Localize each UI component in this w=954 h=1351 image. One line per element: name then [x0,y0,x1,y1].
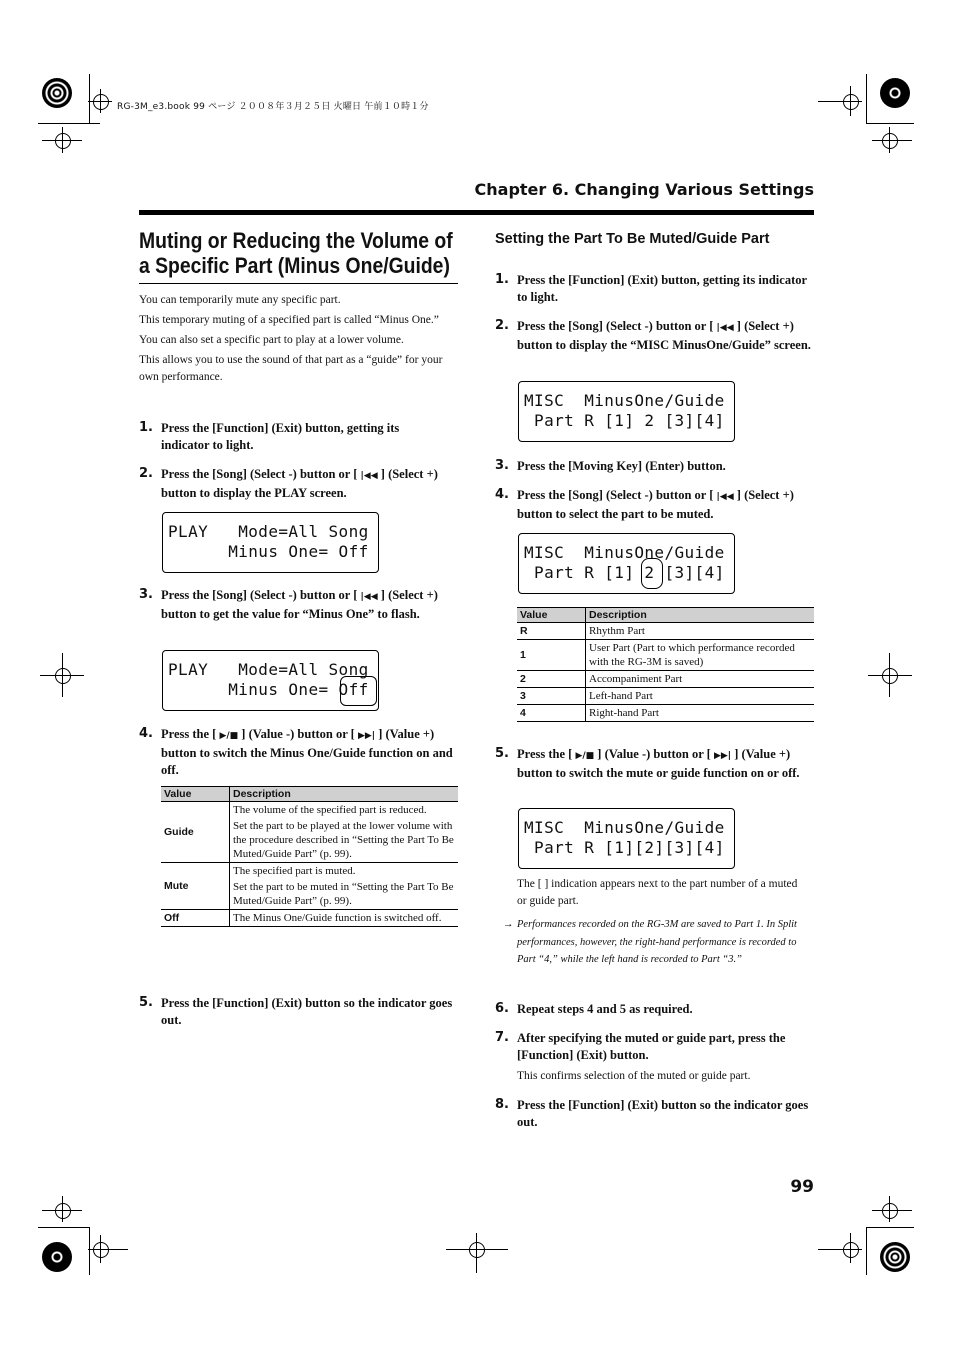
highlight-circle [641,558,663,589]
table-header: Value [161,787,230,802]
description-text: Set the part to be played at the lower volume with the procedure described in “Setting the Part To Be Muted/Guide Part” (p. 99). [233,820,454,860]
table-row [517,688,814,705]
table-cell-description [230,863,459,910]
left-step-3 [139,587,458,623]
step-text: Press the [Song] (Select -) button or [ [161,588,358,602]
table-cell-description [230,802,459,863]
lcd-line-1: PLAY Mode=All Song [168,522,369,541]
lcd-line-2: Part R [1][2][3][4] [524,838,725,857]
table-cell-description: Rhythm Part [586,623,815,640]
left-step-4 [139,726,458,779]
step-text: Press the [Function] (Exit) button so the indicator goes out. [161,996,453,1027]
intro-paragraph: This temporary muting of a specified part is called “Minus One.” [139,314,439,326]
table-cell-value: 2 [517,671,586,688]
highlight-circle [340,676,377,706]
skip-back-icon: |◀◀ [716,492,734,502]
lcd-line-2: Minus One= Off [168,542,369,561]
step-text: Press the [ [161,727,217,741]
step-text: ] (Select +) button to select the part to be muted. [517,488,794,521]
step-text: Press the [Function] (Exit) button, getting its indicator to light. [517,273,807,304]
lcd-misc-muted [518,808,735,869]
play-stop-icon: ▶/■ [219,731,239,741]
step-number: 7. [495,1030,509,1045]
description-text: The volume of the specified part is reduced. [233,804,427,816]
left-step-1 [139,420,446,454]
italic-note [503,916,812,969]
left-step-5 [139,995,458,1029]
intro-paragraph: This allows you to use the sound of that part as a “guide” for your own performance. [139,354,443,383]
step-number: 8. [495,1097,509,1112]
step-number: 2. [495,318,509,333]
lcd-misc-part-select [518,533,735,594]
step-subtext: This confirms selection of the muted or guide part. [517,1070,751,1082]
lcd-misc-screen [518,381,735,442]
right-step-5 [495,746,814,782]
step-text: Press the [Song] (Select -) button or [ [517,319,714,333]
right-step-3 [495,458,814,475]
table-row [517,623,814,640]
step-text: Press the [Moving Key] (Enter) button. [517,459,726,473]
lcd-play-minus-one-flash [162,650,379,711]
fast-forward-icon: ▶▶| [357,731,376,741]
step-text: Press the [ [517,747,573,761]
step-text: ] (Select +) button to display the PLAY screen. [161,467,438,500]
table-cell-description: Left-hand Part [586,688,815,705]
page-number: 99 [790,1177,814,1197]
table-header: Value [517,608,586,623]
step-number: 6. [495,1001,509,1016]
lcd-line-1: MISC MinusOne/Guide [524,543,725,562]
step-number: 5. [495,746,509,761]
minus-one-value-table [161,786,458,927]
table-cell-description: Accompaniment Part [586,671,815,688]
table-cell-value: 4 [517,705,586,722]
play-stop-icon: ▶/■ [575,751,595,761]
table-row [517,640,814,671]
table-row [517,671,814,688]
chapter-title: Chapter 6. Changing Various Settings [474,180,814,199]
fast-forward-icon: ▶▶| [713,751,732,761]
intro-paragraph: You can also set a specific part to play at a lower volume. [139,334,404,346]
description-text: The specified part is muted. [233,865,356,877]
part-value-table [517,607,814,722]
step-number: 1. [139,420,153,435]
skip-back-icon: |◀◀ [360,471,378,481]
note-text: Performances recorded on the RG-3M are saved to Part 1. In Split performances, however, the right-hand performance is recorded to Part “4,” while the left hand is recorded to Part “3.” [517,919,797,965]
title-underline [139,283,458,284]
lcd-line-2: Part R [1] 2 [3][4] [524,563,725,582]
right-step-1 [495,272,807,306]
table-row [517,705,814,722]
right-step-2 [495,318,814,354]
right-step-6 [495,1001,814,1018]
table-header: Description [586,608,815,623]
note-arrow-icon: → [503,919,514,930]
skip-back-icon: |◀◀ [716,323,734,333]
step-number: 3. [495,458,509,473]
step-number: 4. [139,726,153,741]
section-title-line1: Muting or Reducing the Volume of [139,228,453,253]
intro-paragraph: You can temporarily mute any specific part. [139,294,341,306]
bracket-note: The [ ] indication appears next to the part number of a muted or guide part. [517,878,798,907]
table-header-row [517,608,814,623]
step-text: Press the [Function] (Exit) button so the indicator goes out. [517,1098,809,1129]
header-rule [139,210,814,215]
step-number: 4. [495,487,509,502]
skip-back-icon: |◀◀ [360,592,378,602]
table-row [161,863,458,910]
step-text: ] (Value -) button or [ [241,727,355,741]
section-title-line2: a Specific Part (Minus One/Guide) [139,253,450,278]
print-header-note: RG-3M_e3.book 99 ページ ２００８年３月２５日 火曜日 午前１０時１分 [117,102,429,112]
table-cell-value: 3 [517,688,586,705]
right-step-4 [495,487,814,523]
step-number: 5. [139,995,153,1010]
table-cell-description: Right-hand Part [586,705,815,722]
table-row [161,802,458,863]
table-cell-description: User Part (Part to which performance recorded with the RG-3M is saved) [586,640,815,671]
description-text: The Minus One/Guide function is switched off. [233,912,442,924]
table-cell-value: Off [161,910,230,927]
step-text: Press the [Song] (Select -) button or [ [161,467,358,481]
lcd-line-1: PLAY Mode=All Song [168,660,369,679]
step-text: After specifying the muted or guide part, press the [Function] (Exit) button. [517,1031,786,1062]
intro-text [139,292,459,386]
step-text: Repeat steps 4 and 5 as required. [517,1002,693,1016]
lcd-line-1: MISC MinusOne/Guide [524,818,725,837]
table-cell-description [230,910,459,927]
right-step-8 [495,1097,814,1131]
step-text: ] (Select +) button to get the value for “Minus One” to flash. [161,588,438,621]
left-step-2 [139,466,458,502]
right-step-7 [495,1030,807,1085]
table-cell-value: Mute [161,863,230,910]
lcd-line-2: Part R [1] 2 [3][4] [524,411,725,430]
lcd-line-1: MISC MinusOne/Guide [524,391,725,410]
step-text: Press the [Function] (Exit) button, getting its indicator to light. [161,421,400,452]
table-cell-value: R [517,623,586,640]
step-text: Press the [Song] (Select -) button or [ [517,488,714,502]
table-header: Description [230,787,459,802]
step-text: ] (Value +) button to switch the Minus One/Guide function on and off. [161,727,453,777]
description-text: Set the part to be muted in “Setting the Part To Be Muted/Guide Part” (p. 99). [233,881,454,907]
step-number: 1. [495,272,509,287]
step-text: ] (Select +) button to display the “MISC MinusOne/Guide” screen. [517,319,811,352]
section-title [139,228,453,278]
step-number: 3. [139,587,153,602]
table-row [161,910,458,927]
step-text: ] (Value -) button or [ [597,747,711,761]
step-number: 2. [139,466,153,481]
table-header-row [161,787,458,802]
table-cell-value: 1 [517,640,586,671]
lcd-line-2: Minus One= Off [168,680,369,699]
table-cell-value: Guide [161,802,230,863]
lcd-play-screen [162,512,379,573]
subsection-title: Setting the Part To Be Muted/Guide Part [495,231,770,247]
step-text: ] (Value +) button to switch the mute or guide function on or off. [517,747,800,780]
